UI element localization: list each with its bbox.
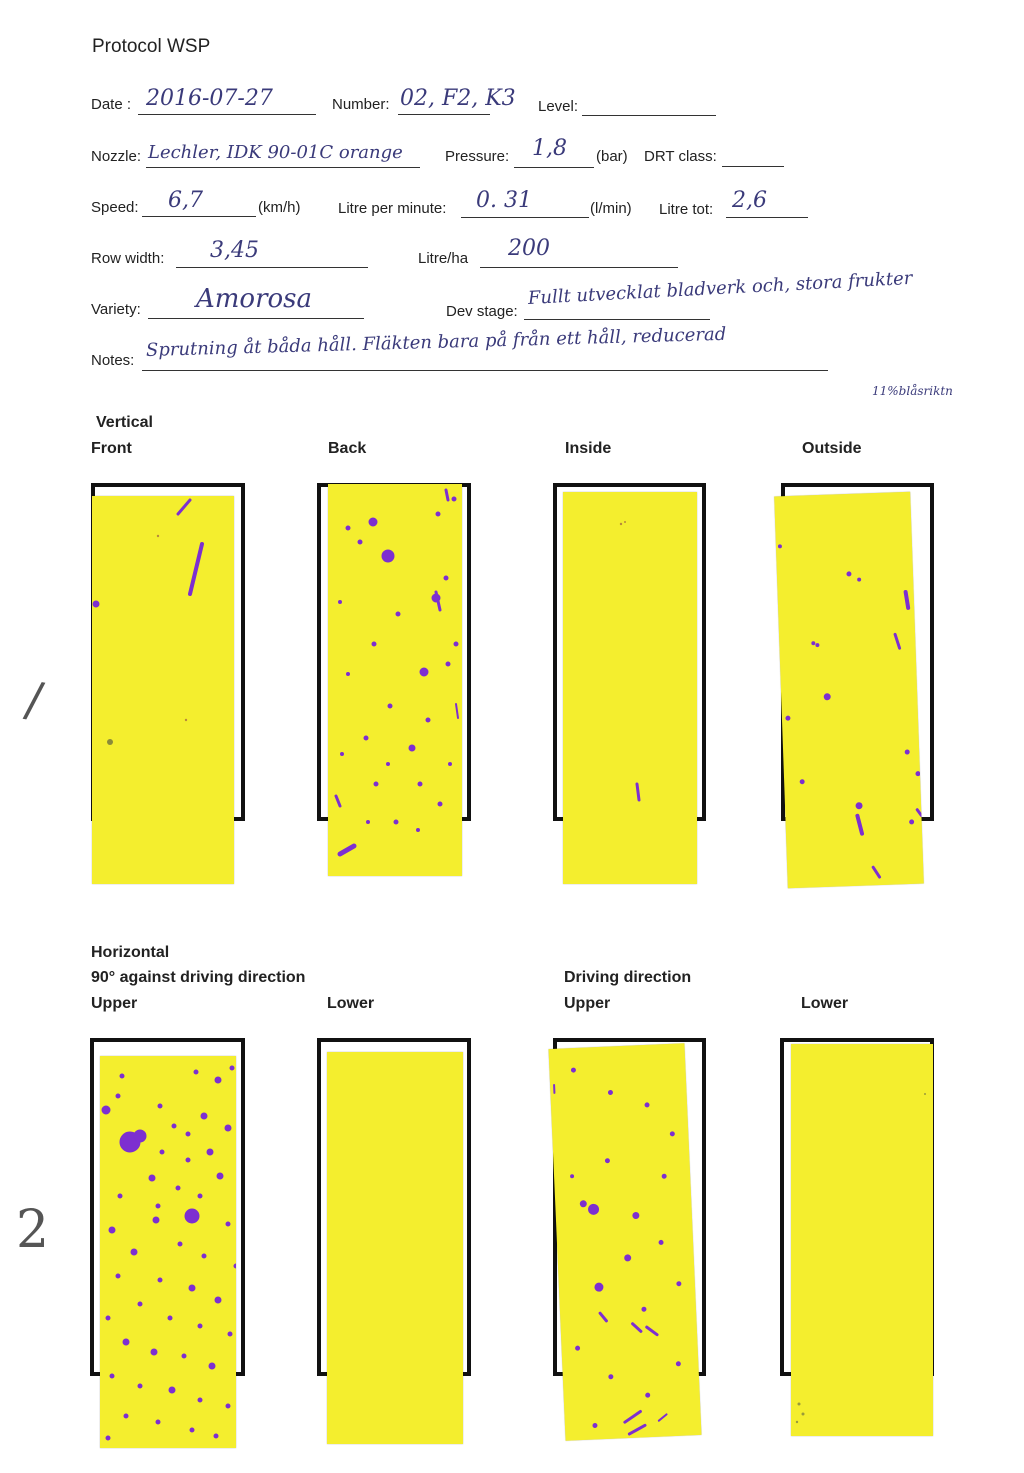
horizontal-label-lower-driving: Lower xyxy=(801,995,849,1012)
water-sensitive-paper-outside xyxy=(774,492,924,889)
speed-value: 6,7 xyxy=(168,188,203,213)
number-line xyxy=(398,114,490,115)
droplets-back xyxy=(328,484,462,876)
water-sensitive-paper-lower-driving xyxy=(791,1044,933,1436)
dev-stage-line xyxy=(524,319,710,320)
row-width-line xyxy=(176,267,368,268)
pressure-line xyxy=(514,167,594,168)
pressure-unit: (bar) xyxy=(596,148,628,165)
vertical-label-outside: Outside xyxy=(802,440,862,457)
vertical-heading: Vertical xyxy=(96,414,153,431)
margin-mark-1: / xyxy=(21,671,47,729)
notes-value: Sprutning åt båda håll. Fläkten bara på från ett håll, reducerad xyxy=(145,323,727,361)
margin-mark-2: 2 xyxy=(16,1200,50,1260)
vertical-label-back: Back xyxy=(328,440,367,457)
pressure-label: Pressure: xyxy=(445,148,510,165)
notes-extra: 11%blåsriktn xyxy=(872,384,953,398)
water-sensitive-paper-back xyxy=(328,484,462,876)
variety-label: Variety: xyxy=(91,301,141,318)
notes-label: Notes: xyxy=(91,352,135,369)
date-label: Date : xyxy=(91,96,132,113)
number-label: Number: xyxy=(332,96,390,113)
litre-tot-value: 2,6 xyxy=(732,188,767,213)
water-sensitive-paper-inside xyxy=(563,492,697,884)
droplets-inside xyxy=(563,492,697,884)
water-sensitive-paper-lower-against xyxy=(327,1052,463,1444)
row-width-label: Row width: xyxy=(91,250,165,267)
level-label: Level: xyxy=(538,98,579,115)
horizontal-subheading-against: 90° against driving direction xyxy=(91,969,306,986)
horizontal-subheading-driving: Driving direction xyxy=(564,969,692,986)
horizontal-label-upper-against: Upper xyxy=(91,995,138,1012)
variety-line xyxy=(148,318,364,319)
droplets-front xyxy=(92,496,234,884)
notes-line xyxy=(142,370,828,371)
nozzle-line xyxy=(146,167,420,168)
dev-stage-label: Dev stage: xyxy=(446,303,518,320)
horizontal-heading: Horizontal xyxy=(91,944,170,961)
drt-class-line xyxy=(722,166,784,167)
litre-tot-label: Litre tot: xyxy=(659,201,714,218)
level-line xyxy=(582,115,716,116)
vertical-label-inside: Inside xyxy=(565,440,612,457)
speed-label: Speed: xyxy=(91,199,139,216)
litre-ha-value: 200 xyxy=(508,236,550,261)
pressure-value: 1,8 xyxy=(532,136,567,161)
droplets-lower-against xyxy=(327,1052,463,1444)
water-sensitive-paper-upper-against xyxy=(100,1056,236,1448)
date-line xyxy=(138,114,316,115)
litre-per-minute-unit: (l/min) xyxy=(590,200,632,217)
horizontal-label-lower-against: Lower xyxy=(327,995,375,1012)
speed-unit: (km/h) xyxy=(258,199,301,216)
litre-ha-line xyxy=(480,267,678,268)
horizontal-label-upper-driving: Upper xyxy=(564,995,611,1012)
litre-per-minute-label: Litre per minute: xyxy=(338,200,447,217)
water-sensitive-paper-front xyxy=(92,496,234,884)
dev-stage-value: Fullt utvecklat bladverk och, stora frukter xyxy=(527,267,913,309)
litre-ha-label: Litre/ha xyxy=(418,250,469,267)
date-value: 2016-07-27 xyxy=(146,86,273,111)
number-value: 02, F2, K3 xyxy=(400,86,516,111)
litre-per-minute-value: 0. 31 xyxy=(476,188,532,213)
droplets-outside xyxy=(774,492,924,889)
litre-tot-line xyxy=(726,217,808,218)
vertical-label-front: Front xyxy=(91,440,132,457)
droplets-lower-driving xyxy=(791,1044,933,1436)
drt-class-label: DRT class: xyxy=(644,148,717,165)
nozzle-label: Nozzle: xyxy=(91,148,142,165)
variety-value: Amorosa xyxy=(196,284,313,314)
litre-per-minute-line xyxy=(461,217,589,218)
page-title: Protocol WSP xyxy=(92,36,211,57)
row-width-value: 3,45 xyxy=(210,238,259,263)
speed-line xyxy=(142,216,256,217)
droplets-upper-against xyxy=(100,1056,236,1448)
droplets-upper-driving xyxy=(549,1043,702,1441)
water-sensitive-paper-upper-driving xyxy=(549,1043,702,1441)
nozzle-value: Lechler, IDK 90-01C orange xyxy=(148,142,403,163)
